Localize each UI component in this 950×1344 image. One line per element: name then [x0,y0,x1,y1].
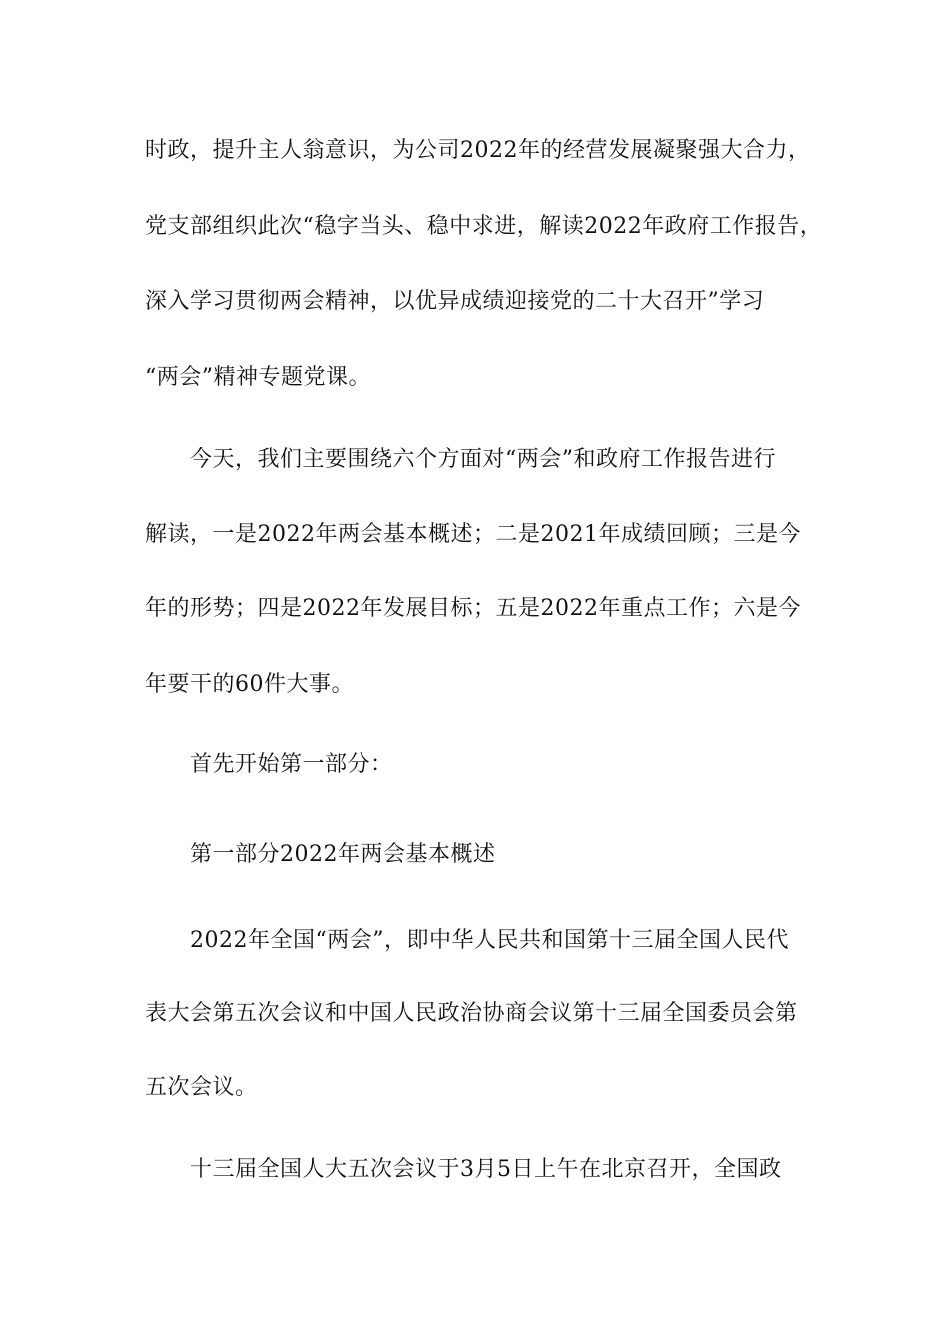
paragraph-start-line: 十三届全国人大五次会议于3月5日上午在北京召开，全国政 [190,1157,782,1182]
text-line: 表大会第五次会议和中国人民政治协商会议第十三届全国委员会第 [145,1001,798,1026]
paragraph-start-line: 2022年全国“两会”，即中华人民共和国第十三届全国人民代 [190,928,789,953]
text-line: 党支部组织此次“稳字当头、稳中求进，解读2022年政府工作报告， [145,214,823,239]
paragraph-start-line: 首先开始第一部分： [190,752,393,777]
text-line: 年的形势；四是2022年发展目标；五是2022年重点工作；六是今 [145,596,801,621]
text-line: 深入学习贯彻两会精神，以优异成绩迎接党的二十大召开”学习 [145,289,765,314]
section-heading: 第一部分2022年两会基本概述 [190,842,496,867]
text-line: 解读，一是2022年两会基本概述；二是2021年成绩回顾；三是今 [145,522,801,547]
text-line: 年要干的60件大事。 [145,672,354,697]
text-line: 时政，提升主人翁意识，为公司2022年的经营发展凝聚强大合力， [145,138,811,163]
text-line: 五次会议。 [145,1075,258,1100]
paragraph-start-line: 今天，我们主要围绕六个方面对“两会”和政府工作报告进行 [190,447,776,472]
text-line: “两会”精神专题党课。 [145,365,371,390]
